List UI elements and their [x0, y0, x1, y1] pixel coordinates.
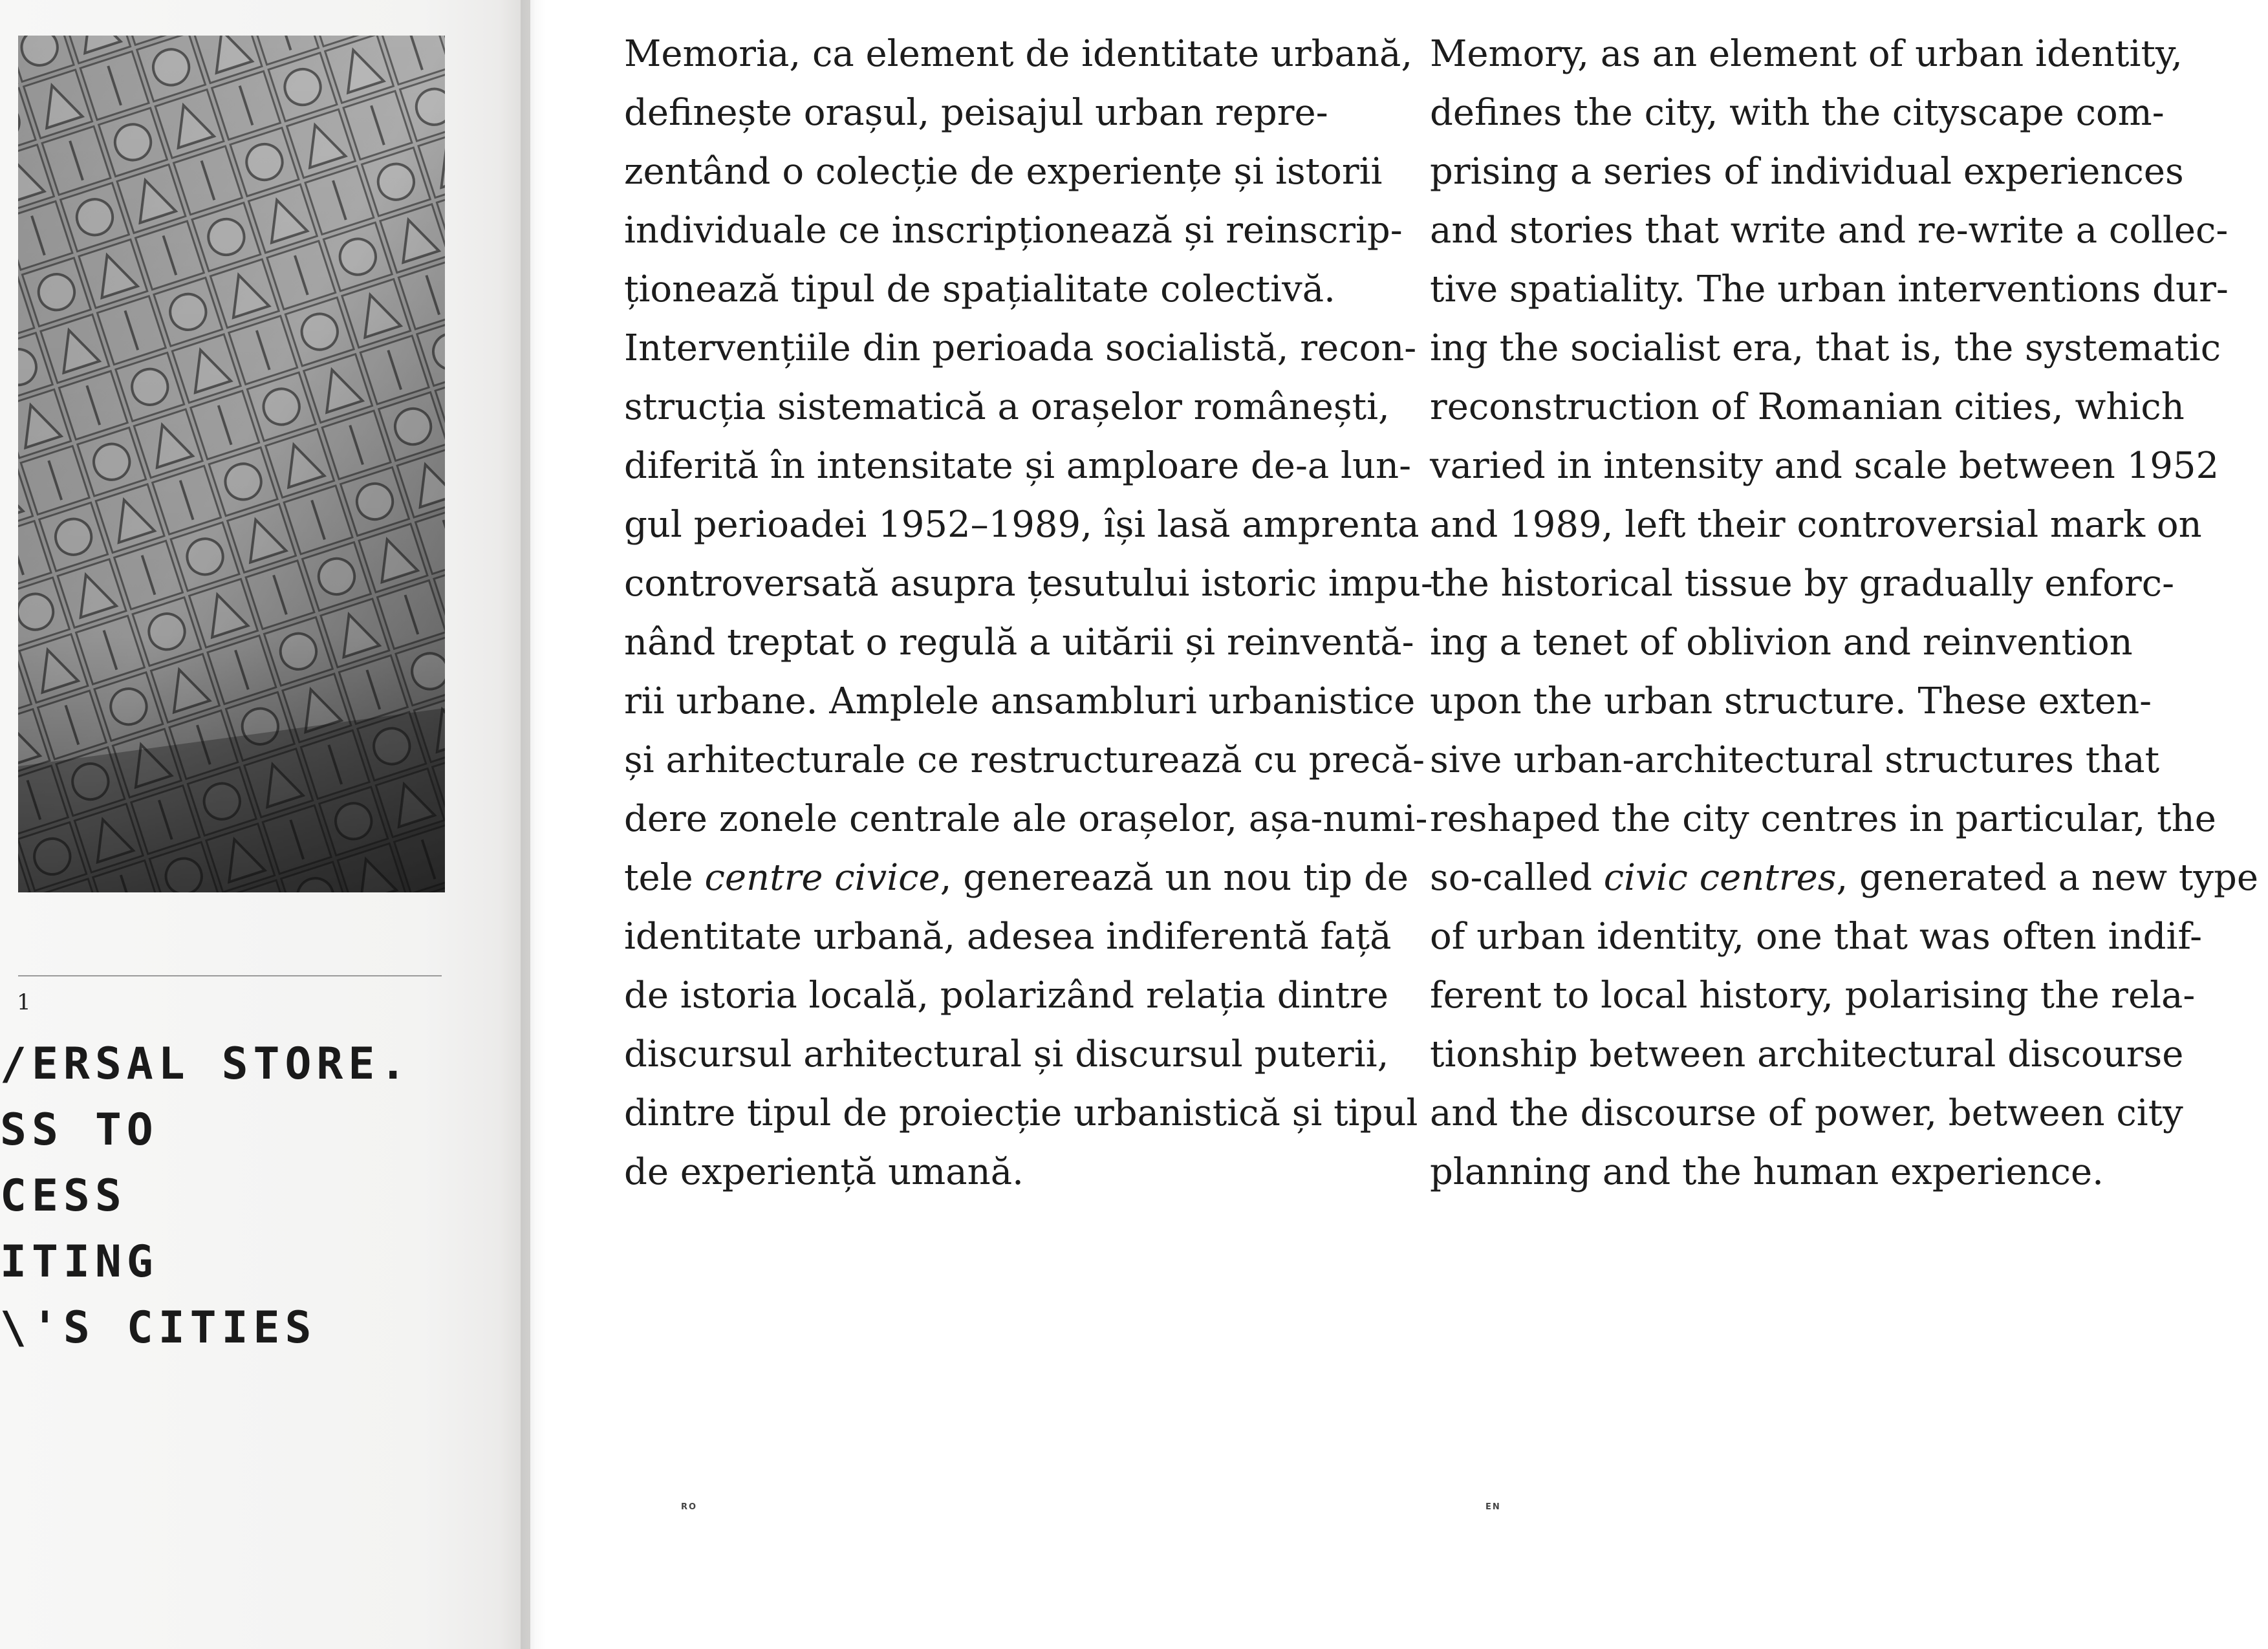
language-label-en: EN	[1485, 1502, 1501, 1512]
text-line: and 1989, left their controversial mark on	[1430, 504, 2202, 546]
text-line: ing the socialist era, that is, the systematic	[1430, 327, 2221, 369]
text-line: de istoria locală, polarizând relația dintre	[624, 975, 1388, 1017]
text-fragment: , generated a new type	[1836, 857, 2258, 899]
text-line: ferent to local history, polarising the rela-	[1430, 975, 2196, 1017]
text-line: dere zonele centrale ale orașelor, așa-numi-	[624, 798, 1428, 840]
text-line: defines the city, with the cityscape com-	[1430, 92, 2165, 134]
concrete-relief-photo	[18, 36, 445, 892]
title-line: SS TO	[0, 1105, 158, 1156]
text-line: diferită în intensitate și amploare de-a lun-	[624, 445, 1412, 487]
text-line: individuale ce inscripționează și reinscrip-	[624, 210, 1403, 252]
text-line: ționează tipul de spațialitate colectivă.	[624, 268, 1335, 310]
text-line: nând treptat o regulă a uitării și reinventă-	[624, 621, 1414, 663]
text-line: and the discourse of power, between city	[1430, 1092, 2183, 1134]
title-line: \'S CITIES	[0, 1302, 317, 1353]
text-fragment: so-called	[1430, 857, 1604, 899]
text-line: planning and the human experience.	[1430, 1151, 2104, 1193]
title-line: /ERSAL STORE.	[0, 1039, 412, 1090]
left-page	[0, 0, 530, 1649]
text-line: zentând o colecție de experiențe și istorii	[624, 151, 1383, 193]
right-page	[546, 0, 2268, 1649]
text-line: rii urbane. Amplele ansambluri urbanistice	[624, 680, 1416, 722]
text-line: prising a series of individual experiences	[1430, 151, 2184, 193]
text-line-with-italic	[624, 848, 1409, 907]
book-gutter	[521, 0, 546, 1649]
text-line: ing a tenet of oblivion and reinvention	[1430, 621, 2133, 663]
text-line: varied in intensity and scale between 1952	[1430, 445, 2219, 487]
photo-pattern	[18, 36, 445, 892]
text-fragment: , generează un nou tip de	[940, 857, 1409, 899]
text-line: upon the urban structure. These exten-	[1430, 680, 2152, 722]
text-line: dintre tipul de proiecție urbanistică și tipul	[624, 1092, 1418, 1134]
language-label-ro: RO	[681, 1502, 698, 1512]
text-line: de experiență umană.	[624, 1151, 1024, 1193]
italic-term: civic centres	[1603, 857, 1837, 899]
text-line: gul perioadei 1952–1989, își lasă amprenta	[624, 504, 1420, 546]
chapter-title	[0, 1031, 414, 1361]
text-line: strucția sistematică a orașelor românești,	[624, 386, 1390, 428]
text-line: și arhitecturale ce restructurează cu precă-	[624, 739, 1425, 781]
text-line: controversată asupra țesutului istoric impu-	[624, 563, 1433, 605]
italic-term: centre civice	[704, 857, 940, 899]
english-text-column	[1430, 25, 2258, 1202]
text-line: reshaped the city centres in particular, the	[1430, 798, 2216, 840]
text-fragment: tele	[624, 857, 705, 899]
text-line-with-italic	[1430, 848, 2258, 907]
text-line: sive urban-architectural structures that	[1430, 739, 2160, 781]
text-line: reconstruction of Romanian cities, which	[1430, 386, 2185, 428]
text-line: definește orașul, peisajul urban repre-	[624, 92, 1328, 134]
text-line: Intervențiile din perioada socialistă, recon-	[624, 327, 1417, 369]
text-line: tive spatiality. The urban interventions dur-	[1430, 268, 2229, 310]
text-line: tionship between architectural discourse	[1430, 1033, 2184, 1075]
romanian-text-column	[624, 25, 1433, 1202]
chapter-number: 1	[17, 989, 31, 1015]
text-line: identitate urbană, adesea indiferentă față	[624, 916, 1392, 958]
text-line: Memoria, ca element de identitate urbană,	[624, 33, 1413, 75]
text-line: of urban identity, one that was often indif-	[1430, 916, 2203, 958]
title-line: CESS	[0, 1170, 127, 1222]
text-line: discursul arhitectural și discursul puterii,	[624, 1033, 1389, 1075]
text-line: and stories that write and re-write a collec-	[1430, 210, 2229, 252]
text-line: the historical tissue by gradually enforc-	[1430, 563, 2175, 605]
divider-rule	[18, 975, 442, 976]
text-line: Memory, as an element of urban identity,	[1430, 33, 2183, 75]
title-line: ITING	[0, 1236, 158, 1288]
